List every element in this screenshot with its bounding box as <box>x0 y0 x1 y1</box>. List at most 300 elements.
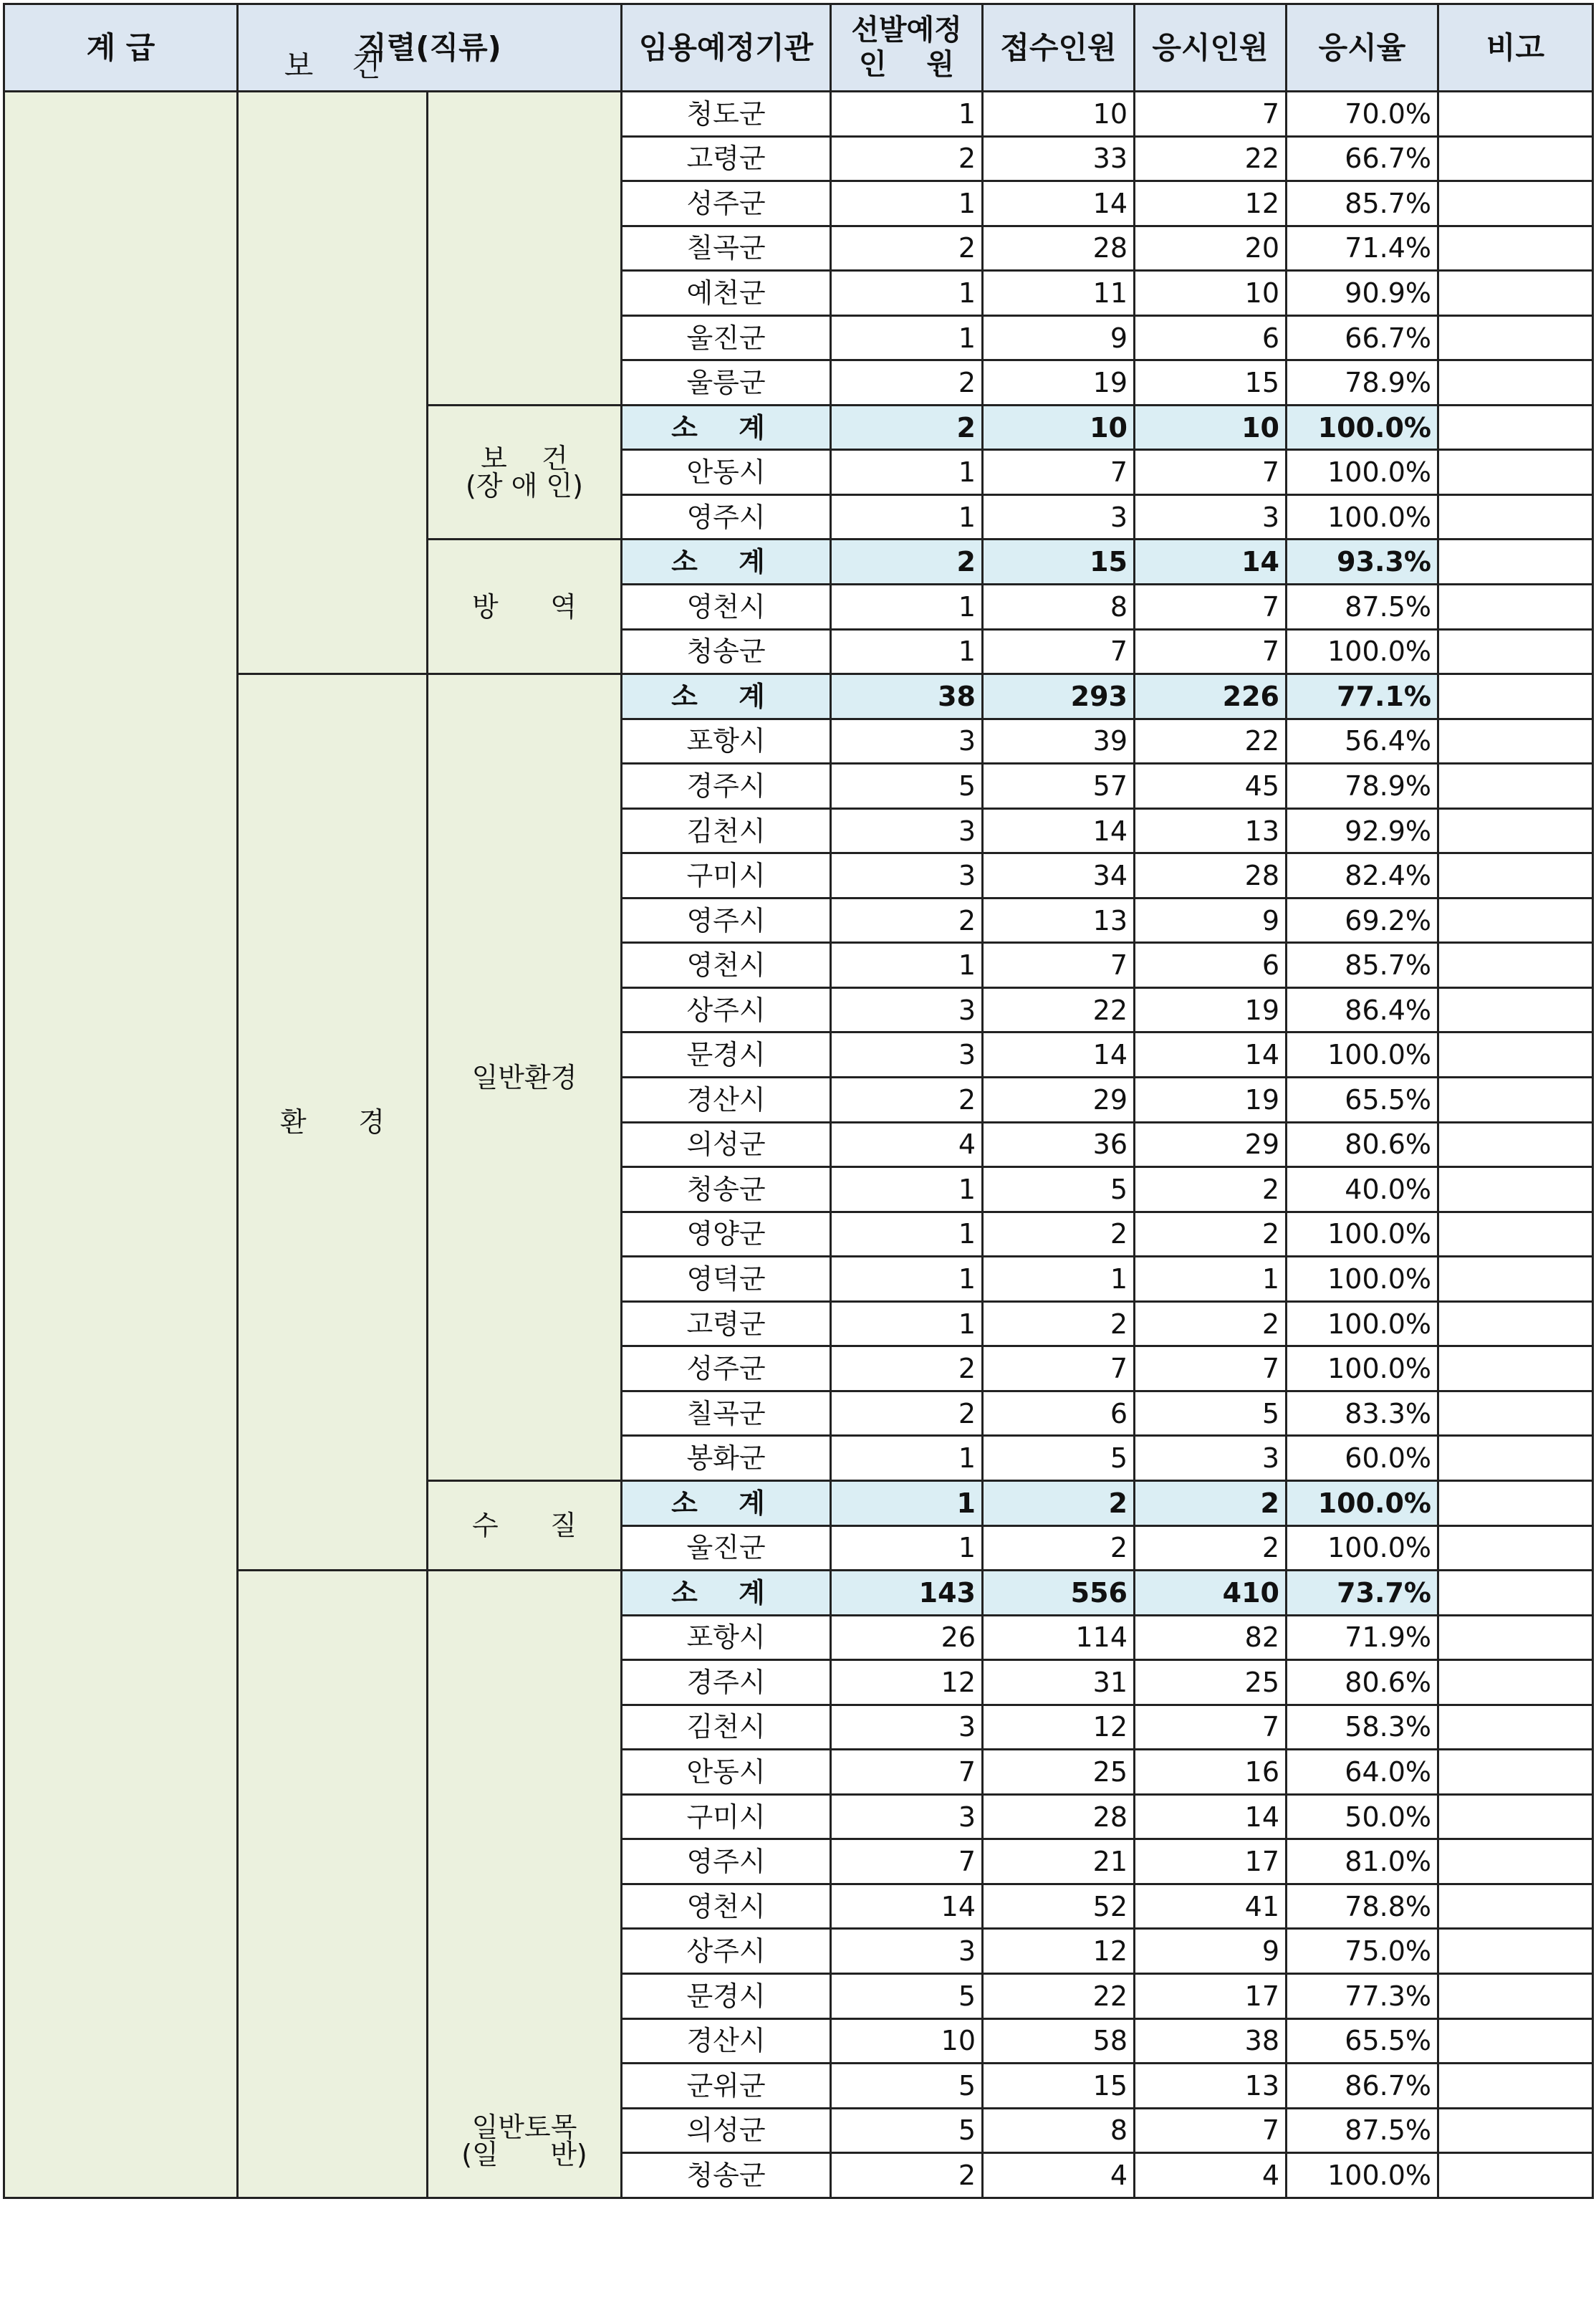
note-cell <box>1438 1571 1593 1616</box>
note-cell <box>1438 2153 1593 2198</box>
planned-cell: 12 <box>831 1660 983 1705</box>
note-cell <box>1438 1973 1593 2018</box>
note-cell <box>1438 1480 1593 1525</box>
applied-cell: 13 <box>983 898 1135 943</box>
planned-cell: 2 <box>831 1346 983 1391</box>
attended-cell: 22 <box>1135 719 1287 764</box>
occupation-environment <box>238 674 428 1571</box>
planned-cell: 3 <box>831 853 983 899</box>
planned-cell: 3 <box>831 1705 983 1750</box>
grade-cell <box>4 92 238 2198</box>
note-cell <box>1438 1122 1593 1167</box>
org-cell: 성주군 <box>622 1346 831 1391</box>
note-cell <box>1438 1436 1593 1481</box>
planned-cell: 2 <box>831 1391 983 1436</box>
planned-cell: 3 <box>831 987 983 1032</box>
planned-cell: 2 <box>831 360 983 406</box>
org-cell: 고령군 <box>622 136 831 181</box>
rate-cell: 100.0% <box>1287 1301 1438 1346</box>
occupation-environment-label: 환 경 <box>280 1106 385 1139</box>
attended-cell: 41 <box>1135 1884 1287 1929</box>
note-cell <box>1438 2018 1593 2064</box>
planned-cell: 14 <box>831 1884 983 1929</box>
applied-cell: 58 <box>983 2018 1135 2064</box>
applied-cell: 28 <box>983 1794 1135 1839</box>
note-cell <box>1438 585 1593 630</box>
planned-cell: 2 <box>831 136 983 181</box>
planned-cell: 2 <box>831 2153 983 2198</box>
attended-cell: 2 <box>1135 1167 1287 1212</box>
rate-cell: 100.0% <box>1287 629 1438 674</box>
attended-cell: 10 <box>1135 271 1287 316</box>
subtotal-row <box>4 674 1593 719</box>
rate-cell: 100.0% <box>1287 1257 1438 1302</box>
note-cell <box>1438 1839 1593 1884</box>
attended-cell: 19 <box>1135 987 1287 1032</box>
planned-cell: 2 <box>831 540 983 585</box>
applied-cell: 10 <box>983 92 1135 137</box>
org-cell: 소 계 <box>622 1480 831 1525</box>
planned-cell: 1 <box>831 585 983 630</box>
applied-cell: 39 <box>983 719 1135 764</box>
attended-cell: 28 <box>1135 853 1287 899</box>
header-planned <box>831 4 983 92</box>
rate-cell: 73.7% <box>1287 1571 1438 1616</box>
org-cell: 상주시 <box>622 987 831 1032</box>
applied-cell: 8 <box>983 2108 1135 2153</box>
applied-cell: 14 <box>983 808 1135 853</box>
rate-cell: 85.7% <box>1287 943 1438 988</box>
applied-cell: 52 <box>983 1884 1135 1929</box>
applied-cell: 7 <box>983 450 1135 495</box>
note-cell <box>1438 92 1593 137</box>
header-rate: 응시율 <box>1287 4 1438 92</box>
note-cell <box>1438 1032 1593 1078</box>
rate-cell: 100.0% <box>1287 2153 1438 2198</box>
planned-cell: 3 <box>831 1929 983 1974</box>
applied-cell: 15 <box>983 2064 1135 2109</box>
attended-cell: 25 <box>1135 1660 1287 1705</box>
rate-cell: 69.2% <box>1287 898 1438 943</box>
planned-cell: 1 <box>831 1525 983 1571</box>
note-cell <box>1438 1301 1593 1346</box>
header-applied: 접수인원 <box>983 4 1135 92</box>
planned-cell: 1 <box>831 181 983 226</box>
attended-cell: 29 <box>1135 1122 1287 1167</box>
rate-cell: 71.4% <box>1287 226 1438 271</box>
org-cell: 문경시 <box>622 1973 831 2018</box>
org-cell: 상주시 <box>622 1929 831 1974</box>
attended-cell: 2 <box>1135 1525 1287 1571</box>
planned-cell: 3 <box>831 1794 983 1839</box>
rate-cell: 71.9% <box>1287 1615 1438 1660</box>
note-cell <box>1438 450 1593 495</box>
rate-cell: 60.0% <box>1287 1436 1438 1481</box>
org-cell: 김천시 <box>622 808 831 853</box>
org-cell: 포항시 <box>622 1615 831 1660</box>
rate-cell: 87.5% <box>1287 2108 1438 2153</box>
planned-cell: 1 <box>831 1212 983 1257</box>
applied-cell: 36 <box>983 1122 1135 1167</box>
recruitment-table <box>3 3 1594 2199</box>
rate-cell: 85.7% <box>1287 181 1438 226</box>
applied-cell: 22 <box>983 1973 1135 2018</box>
applied-cell: 28 <box>983 226 1135 271</box>
rate-cell: 86.7% <box>1287 2064 1438 2109</box>
note-cell <box>1438 540 1593 585</box>
org-cell: 고령군 <box>622 1301 831 1346</box>
sub-general-civil <box>428 1571 622 2198</box>
org-cell: 의성군 <box>622 2108 831 2153</box>
note-cell <box>1438 1884 1593 1929</box>
planned-cell: 5 <box>831 764 983 809</box>
org-cell: 소 계 <box>622 1571 831 1616</box>
applied-cell: 19 <box>983 360 1135 406</box>
attended-cell: 7 <box>1135 629 1287 674</box>
planned-cell: 1 <box>831 1301 983 1346</box>
rate-cell: 77.3% <box>1287 1973 1438 2018</box>
planned-cell: 143 <box>831 1571 983 1616</box>
rate-cell: 70.0% <box>1287 92 1438 137</box>
rate-cell: 80.6% <box>1287 1660 1438 1705</box>
rate-cell: 100.0% <box>1287 494 1438 540</box>
applied-cell: 5 <box>983 1167 1135 1212</box>
note-cell <box>1438 1929 1593 1974</box>
note-cell <box>1438 943 1593 988</box>
attended-cell: 20 <box>1135 226 1287 271</box>
note-cell <box>1438 181 1593 226</box>
org-cell: 소 계 <box>622 405 831 450</box>
org-cell: 울릉군 <box>622 360 831 406</box>
applied-cell: 31 <box>983 1660 1135 1705</box>
org-cell: 청송군 <box>622 629 831 674</box>
note-cell <box>1438 360 1593 406</box>
planned-cell: 2 <box>831 898 983 943</box>
rate-cell: 80.6% <box>1287 1122 1438 1167</box>
planned-cell: 1 <box>831 1436 983 1481</box>
applied-cell: 8 <box>983 585 1135 630</box>
note-cell <box>1438 674 1593 719</box>
org-cell: 경산시 <box>622 1078 831 1123</box>
applied-cell: 33 <box>983 136 1135 181</box>
attended-cell: 7 <box>1135 1346 1287 1391</box>
header-planned-line2: 인 원 <box>859 47 954 81</box>
planned-cell: 7 <box>831 1839 983 1884</box>
attended-cell: 10 <box>1135 405 1287 450</box>
org-cell: 안동시 <box>622 1750 831 1795</box>
org-cell: 영천시 <box>622 585 831 630</box>
note-cell <box>1438 271 1593 316</box>
org-cell: 울진군 <box>622 1525 831 1571</box>
attended-cell: 7 <box>1135 1705 1287 1750</box>
occupation-civil <box>238 1571 428 2198</box>
sub-health-disabled <box>428 405 622 540</box>
rate-cell: 78.9% <box>1287 360 1438 406</box>
occupation-health-label: 보 건 <box>284 48 381 83</box>
applied-cell: 7 <box>983 629 1135 674</box>
note-cell <box>1438 1615 1593 1660</box>
attended-cell: 45 <box>1135 764 1287 809</box>
sub-water-quality-label: 수 질 <box>472 1510 577 1541</box>
attended-cell: 4 <box>1135 2153 1287 2198</box>
planned-cell: 1 <box>831 1480 983 1525</box>
org-cell: 영주시 <box>622 898 831 943</box>
subtotal-row <box>4 1571 1593 1616</box>
attended-cell: 3 <box>1135 494 1287 540</box>
org-cell: 영덕군 <box>622 1257 831 1302</box>
rate-cell: 78.8% <box>1287 1884 1438 1929</box>
applied-cell: 6 <box>983 1391 1135 1436</box>
sub-general-environment <box>428 674 622 1481</box>
planned-cell: 1 <box>831 92 983 137</box>
note-cell <box>1438 987 1593 1032</box>
header-org: 임용예정기관 <box>622 4 831 92</box>
applied-cell: 2 <box>983 1525 1135 1571</box>
attended-cell: 15 <box>1135 360 1287 406</box>
note-cell <box>1438 1257 1593 1302</box>
applied-cell: 114 <box>983 1615 1135 1660</box>
org-cell: 군위군 <box>622 2064 831 2109</box>
note-cell <box>1438 1346 1593 1391</box>
planned-cell: 3 <box>831 719 983 764</box>
note-cell <box>1438 494 1593 540</box>
org-cell: 영천시 <box>622 1884 831 1929</box>
org-cell: 예천군 <box>622 271 831 316</box>
note-cell <box>1438 1660 1593 1705</box>
planned-cell: 4 <box>831 1122 983 1167</box>
note-cell <box>1438 629 1593 674</box>
rate-cell: 100.0% <box>1287 405 1438 450</box>
attended-cell: 17 <box>1135 1839 1287 1884</box>
applied-cell: 4 <box>983 2153 1135 2198</box>
planned-cell: 2 <box>831 226 983 271</box>
attended-cell: 7 <box>1135 450 1287 495</box>
rate-cell: 65.5% <box>1287 1078 1438 1123</box>
rate-cell: 77.1% <box>1287 674 1438 719</box>
planned-cell: 3 <box>831 1032 983 1078</box>
attended-cell: 82 <box>1135 1615 1287 1660</box>
org-cell: 의성군 <box>622 1122 831 1167</box>
applied-cell: 12 <box>983 1929 1135 1974</box>
rate-cell: 40.0% <box>1287 1167 1438 1212</box>
note-cell <box>1438 405 1593 450</box>
org-cell: 경주시 <box>622 1660 831 1705</box>
attended-cell: 38 <box>1135 2018 1287 2064</box>
note-cell <box>1438 853 1593 899</box>
org-cell: 봉화군 <box>622 1436 831 1481</box>
applied-cell: 2 <box>983 1480 1135 1525</box>
applied-cell: 21 <box>983 1839 1135 1884</box>
note-cell <box>1438 1750 1593 1795</box>
attended-cell: 2 <box>1135 1301 1287 1346</box>
header-occupation: 직렬(직류) <box>238 4 622 92</box>
attended-cell: 6 <box>1135 315 1287 360</box>
note-cell <box>1438 1078 1593 1123</box>
org-cell: 영주시 <box>622 494 831 540</box>
rate-cell: 86.4% <box>1287 987 1438 1032</box>
applied-cell: 10 <box>983 405 1135 450</box>
attended-cell: 19 <box>1135 1078 1287 1123</box>
rate-cell: 93.3% <box>1287 540 1438 585</box>
rate-cell: 58.3% <box>1287 1705 1438 1750</box>
rate-cell: 66.7% <box>1287 136 1438 181</box>
sub-general-environment-label: 일반환경 <box>471 1061 577 1093</box>
attended-cell: 2 <box>1135 1480 1287 1525</box>
sub-water-quality <box>428 1480 622 1570</box>
attended-cell: 14 <box>1135 540 1287 585</box>
planned-cell: 5 <box>831 2064 983 2109</box>
attended-cell: 2 <box>1135 1212 1287 1257</box>
rate-cell: 83.3% <box>1287 1391 1438 1436</box>
applied-cell: 5 <box>983 1436 1135 1481</box>
rate-cell: 100.0% <box>1287 1480 1438 1525</box>
attended-cell: 22 <box>1135 136 1287 181</box>
rate-cell: 64.0% <box>1287 1750 1438 1795</box>
attended-cell: 9 <box>1135 898 1287 943</box>
header-note: 비고 <box>1438 4 1593 92</box>
applied-cell: 2 <box>983 1212 1135 1257</box>
planned-cell: 1 <box>831 450 983 495</box>
attended-cell: 7 <box>1135 585 1287 630</box>
rate-cell: 92.9% <box>1287 808 1438 853</box>
attended-cell: 13 <box>1135 808 1287 853</box>
note-cell <box>1438 1167 1593 1212</box>
attended-cell: 7 <box>1135 92 1287 137</box>
org-cell: 울진군 <box>622 315 831 360</box>
planned-cell: 1 <box>831 494 983 540</box>
planned-cell: 1 <box>831 943 983 988</box>
rate-cell: 100.0% <box>1287 450 1438 495</box>
planned-cell: 7 <box>831 1750 983 1795</box>
applied-cell: 2 <box>983 1301 1135 1346</box>
applied-cell: 556 <box>983 1571 1135 1616</box>
rate-cell: 100.0% <box>1287 1212 1438 1257</box>
note-cell <box>1438 2108 1593 2153</box>
planned-cell: 2 <box>831 405 983 450</box>
applied-cell: 1 <box>983 1257 1135 1302</box>
note-cell <box>1438 764 1593 809</box>
org-cell: 성주군 <box>622 181 831 226</box>
attended-cell: 7 <box>1135 2108 1287 2153</box>
planned-cell: 1 <box>831 315 983 360</box>
applied-cell: 34 <box>983 853 1135 899</box>
rate-cell: 56.4% <box>1287 719 1438 764</box>
attended-cell: 3 <box>1135 1436 1287 1481</box>
attended-cell: 17 <box>1135 1973 1287 2018</box>
note-cell <box>1438 808 1593 853</box>
attended-cell: 1 <box>1135 1257 1287 1302</box>
note-cell <box>1438 1794 1593 1839</box>
planned-cell: 1 <box>831 271 983 316</box>
planned-cell: 1 <box>831 629 983 674</box>
rate-cell: 100.0% <box>1287 1346 1438 1391</box>
note-cell <box>1438 315 1593 360</box>
planned-cell: 1 <box>831 1167 983 1212</box>
rate-cell: 87.5% <box>1287 585 1438 630</box>
sub-health-disabled-label: 보 건 (장 애 인) <box>466 443 583 502</box>
applied-cell: 29 <box>983 1078 1135 1123</box>
rate-cell: 100.0% <box>1287 1525 1438 1571</box>
rate-cell: 78.9% <box>1287 764 1438 809</box>
org-cell: 청송군 <box>622 2153 831 2198</box>
attended-cell: 410 <box>1135 1571 1287 1616</box>
applied-cell: 25 <box>983 1750 1135 1795</box>
header-row <box>4 4 1593 92</box>
planned-cell: 10 <box>831 2018 983 2064</box>
planned-cell: 3 <box>831 808 983 853</box>
applied-cell: 293 <box>983 674 1135 719</box>
applied-cell: 11 <box>983 271 1135 316</box>
note-cell <box>1438 1525 1593 1571</box>
org-cell: 구미시 <box>622 1794 831 1839</box>
rate-cell: 75.0% <box>1287 1929 1438 1974</box>
attended-cell: 13 <box>1135 2064 1287 2109</box>
planned-cell: 5 <box>831 1973 983 2018</box>
attended-cell: 6 <box>1135 943 1287 988</box>
note-cell <box>1438 719 1593 764</box>
rate-cell: 100.0% <box>1287 1032 1438 1078</box>
org-cell: 칠곡군 <box>622 1391 831 1436</box>
rate-cell: 81.0% <box>1287 1839 1438 1884</box>
applied-cell: 3 <box>983 494 1135 540</box>
org-cell: 경주시 <box>622 764 831 809</box>
planned-cell: 5 <box>831 2108 983 2153</box>
org-cell: 영양군 <box>622 1212 831 1257</box>
occupation-health <box>238 48 428 674</box>
attended-cell: 14 <box>1135 1032 1287 1078</box>
sub-general-civil-label: 일반토목 (일 반) <box>461 2111 587 2170</box>
org-cell: 소 계 <box>622 540 831 585</box>
applied-cell: 14 <box>983 181 1135 226</box>
applied-cell: 14 <box>983 1032 1135 1078</box>
org-cell: 영천시 <box>622 943 831 988</box>
org-cell: 구미시 <box>622 853 831 899</box>
table-row <box>4 92 1593 137</box>
applied-cell: 15 <box>983 540 1135 585</box>
rate-cell: 66.7% <box>1287 315 1438 360</box>
attended-cell: 16 <box>1135 1750 1287 1795</box>
note-cell <box>1438 226 1593 271</box>
header-grade: 계 급 <box>4 4 238 92</box>
attended-cell: 226 <box>1135 674 1287 719</box>
rate-cell: 90.9% <box>1287 271 1438 316</box>
org-cell: 안동시 <box>622 450 831 495</box>
note-cell <box>1438 1391 1593 1436</box>
planned-cell: 38 <box>831 674 983 719</box>
org-cell: 포항시 <box>622 719 831 764</box>
applied-cell: 22 <box>983 987 1135 1032</box>
applied-cell: 9 <box>983 315 1135 360</box>
org-cell: 청도군 <box>622 92 831 137</box>
org-cell: 청송군 <box>622 1167 831 1212</box>
applied-cell: 7 <box>983 1346 1135 1391</box>
planned-cell: 2 <box>831 1078 983 1123</box>
attended-cell: 5 <box>1135 1391 1287 1436</box>
org-cell: 경산시 <box>622 2018 831 2064</box>
header-attended: 응시인원 <box>1135 4 1287 92</box>
rate-cell: 65.5% <box>1287 2018 1438 2064</box>
note-cell <box>1438 898 1593 943</box>
org-cell: 영주시 <box>622 1839 831 1884</box>
attended-cell: 9 <box>1135 1929 1287 1974</box>
planned-cell: 1 <box>831 1257 983 1302</box>
note-cell <box>1438 1212 1593 1257</box>
sub-quarantine-label: 방 역 <box>472 590 577 623</box>
sub-health-general <box>428 92 622 406</box>
org-cell: 칠곡군 <box>622 226 831 271</box>
org-cell: 김천시 <box>622 1705 831 1750</box>
attended-cell: 12 <box>1135 181 1287 226</box>
